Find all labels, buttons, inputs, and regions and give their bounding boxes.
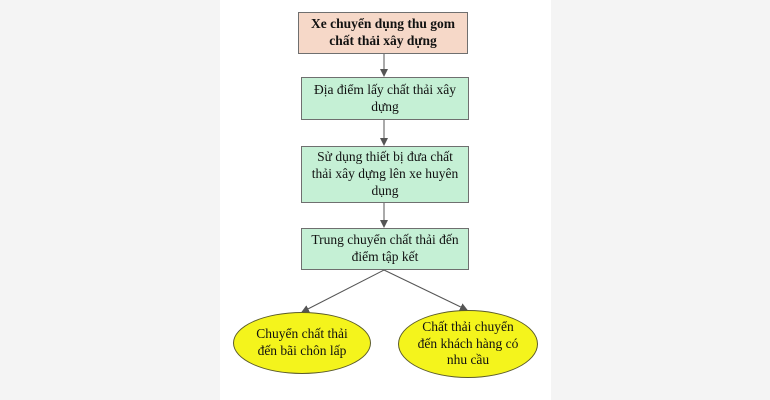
outcome-node-customer — [398, 310, 538, 378]
start-node — [298, 12, 468, 54]
step-node-label: Sử dụng thiết bị đưa chất thải xây dựng lên xe huyên dụng — [311, 149, 459, 198]
outcome-node-landfill — [233, 312, 371, 374]
step-node-collection-site — [301, 77, 469, 120]
step-node-label: Trung chuyển chất thải đến điểm tập kết — [311, 232, 459, 264]
arrow-step3-to-outcome1 — [302, 270, 384, 312]
outcome-node-label: Chuyển chất thải đến bãi chôn lấp — [256, 326, 348, 358]
arrow-step3-to-outcome2 — [384, 270, 467, 310]
step-node-transfer — [301, 228, 469, 270]
step-node-loading-equipment — [301, 146, 469, 203]
outcome-node-label: Chất thải chuyển đến khách hàng có nhu cầu — [417, 318, 519, 368]
step-node-label: Địa điểm lấy chất thải xây dựng — [313, 81, 457, 114]
start-node-label: Xe chuyển dụng thu gom chất thải xây dựng — [310, 16, 456, 48]
